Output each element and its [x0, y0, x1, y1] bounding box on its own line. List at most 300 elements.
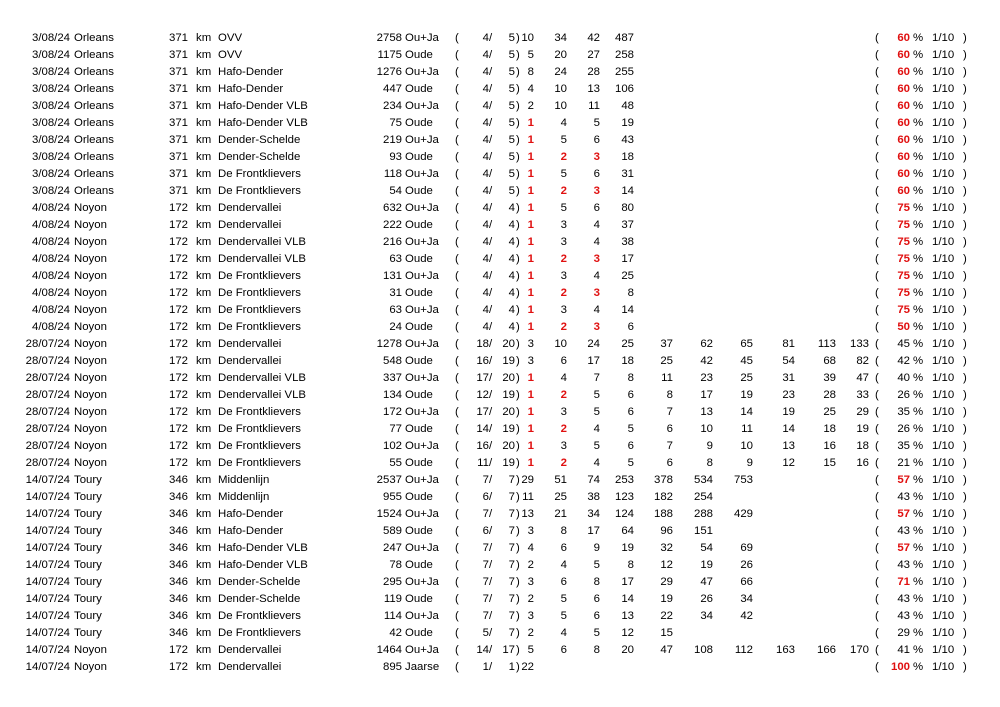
paren-close: ) [963, 185, 967, 197]
percentage-cell: 60 [897, 100, 910, 112]
percent-sign: % [913, 338, 924, 350]
date-cell: 28/07/24 [25, 355, 70, 367]
category-cell: Oude [405, 83, 433, 95]
prized-count-cell: 4 [482, 219, 489, 231]
unit-label: km [196, 491, 212, 503]
paren-close: ) [963, 406, 967, 418]
prize-rank-cell: 3 [527, 338, 534, 350]
prize-rank-cell: 2 [560, 423, 567, 435]
paren-close: ) [963, 644, 967, 656]
prize-rank-cell: 1 [527, 389, 534, 401]
prize-rank-cell: 1 [527, 440, 534, 452]
percent-sign: % [913, 287, 924, 299]
distance-cell: 172 [168, 644, 188, 656]
prize-rank-cell: 4 [593, 219, 600, 231]
date-cell: 14/07/24 [25, 491, 70, 503]
ratio-cell: 1/10 [932, 287, 955, 299]
prize-rank-cell: 5 [527, 49, 534, 61]
distance-cell: 172 [168, 423, 188, 435]
place-cell: Orleans [74, 151, 114, 163]
prize-rank-cell: 9 [706, 440, 713, 452]
table-row [0, 166, 1000, 183]
prize-rank-cell: 3 [560, 236, 567, 248]
date-cell: 4/08/24 [31, 304, 70, 316]
prized-count-cell: 7 [482, 474, 489, 486]
paren-open: ( [455, 117, 459, 129]
prize-rank-cell: 47 [856, 372, 869, 384]
prize-rank-cell: 28 [587, 66, 600, 78]
club-cell: Dendervallei [218, 355, 282, 367]
prize-rank-cell: 54 [782, 355, 795, 367]
basket-count-cell: 4 [508, 287, 515, 299]
paren-close: ) [516, 100, 520, 112]
slash-separator: / [489, 610, 493, 622]
percent-sign: % [913, 457, 924, 469]
percentage-cell: 45 [897, 338, 910, 350]
prize-rank-cell: 5 [627, 457, 634, 469]
percentage-cell: 43 [897, 559, 910, 571]
paren-open: ( [455, 270, 459, 282]
paren-open: ( [875, 100, 879, 112]
slash-separator: / [489, 474, 493, 486]
paren-close: ) [963, 304, 967, 316]
prize-rank-cell: 22 [660, 610, 673, 622]
basket-count-cell: 4 [508, 236, 515, 248]
percentage-cell: 57 [897, 508, 910, 520]
prized-count-cell: 7 [482, 576, 489, 588]
percent-sign: % [913, 270, 924, 282]
paren-open: ( [455, 576, 459, 588]
distance-cell: 371 [168, 134, 188, 146]
date-cell: 14/07/24 [25, 525, 70, 537]
basket-count-cell: 19 [502, 457, 515, 469]
slash-separator: / [489, 355, 493, 367]
paren-close: ) [516, 66, 520, 78]
prize-rank-cell: 10 [700, 423, 713, 435]
table-row [0, 455, 1000, 472]
paren-close: ) [963, 559, 967, 571]
prize-rank-cell: 4 [560, 559, 567, 571]
ratio-cell: 1/10 [932, 83, 955, 95]
prize-rank-cell: 18 [823, 423, 836, 435]
slash-separator: / [489, 491, 493, 503]
paren-close: ) [516, 219, 520, 231]
unit-label: km [196, 304, 212, 316]
prize-rank-cell: 5 [560, 610, 567, 622]
category-cell: Ou+Ja [405, 66, 439, 78]
prize-rank-cell: 11 [741, 423, 753, 435]
ratio-cell: 1/10 [932, 185, 955, 197]
prize-rank-cell: 3 [560, 406, 567, 418]
percent-sign: % [913, 168, 924, 180]
club-cell: De Frontklievers [218, 270, 301, 282]
date-cell: 14/07/24 [25, 542, 70, 554]
unit-label: km [196, 355, 212, 367]
paren-close: ) [516, 389, 520, 401]
prize-rank-cell: 51 [554, 474, 567, 486]
prized-count-cell: 4 [482, 304, 489, 316]
distance-cell: 172 [168, 202, 188, 214]
date-cell: 28/07/24 [25, 406, 70, 418]
place-cell: Toury [74, 559, 102, 571]
percentage-cell: 35 [897, 406, 910, 418]
paren-close: ) [963, 219, 967, 231]
place-cell: Noyon [74, 253, 107, 265]
category-cell: Oude [405, 253, 433, 265]
place-cell: Toury [74, 593, 102, 605]
category-cell: Jaarse [405, 661, 440, 673]
slash-separator: / [489, 202, 493, 214]
paren-open: ( [875, 151, 879, 163]
slash-separator: / [489, 661, 493, 673]
paren-open: ( [875, 66, 879, 78]
unit-label: km [196, 151, 212, 163]
unit-label: km [196, 593, 212, 605]
prize-rank-cell: 1 [527, 287, 534, 299]
prize-rank-cell: 80 [621, 202, 634, 214]
prized-count-cell: 4 [482, 66, 489, 78]
distance-cell: 346 [168, 525, 188, 537]
category-cell: Ou+Ja [405, 372, 439, 384]
date-cell: 3/08/24 [31, 32, 70, 44]
prized-count-cell: 4 [482, 134, 489, 146]
paren-close: ) [963, 287, 967, 299]
place-cell: Orleans [74, 117, 114, 129]
prize-rank-cell: 27 [587, 49, 600, 61]
prize-rank-cell: 48 [621, 100, 634, 112]
club-cell: OVV [218, 49, 243, 61]
prize-rank-cell: 19 [700, 559, 713, 571]
paren-close: ) [963, 117, 967, 129]
paren-open: ( [455, 219, 459, 231]
category-cell: Oude [405, 117, 433, 129]
prize-rank-cell: 29 [521, 474, 534, 486]
club-cell: Dender-Schelde [218, 134, 301, 146]
paren-open: ( [875, 389, 879, 401]
distance-cell: 172 [168, 321, 188, 333]
date-cell: 4/08/24 [31, 202, 70, 214]
paren-close: ) [516, 338, 520, 350]
prize-rank-cell: 25 [554, 491, 567, 503]
paren-open: ( [875, 321, 879, 333]
place-cell: Toury [74, 576, 102, 588]
paren-open: ( [455, 372, 459, 384]
count-cell: 172 [382, 406, 402, 418]
prize-rank-cell: 9 [746, 457, 753, 469]
paren-open: ( [875, 355, 879, 367]
paren-close: ) [963, 100, 967, 112]
distance-cell: 346 [168, 576, 188, 588]
prize-rank-cell: 11 [522, 491, 534, 503]
prize-rank-cell: 4 [527, 83, 534, 95]
table-row [0, 404, 1000, 421]
category-cell: Oude [405, 185, 433, 197]
category-cell: Oude [405, 593, 433, 605]
percentage-cell: 75 [897, 219, 910, 231]
prize-rank-cell: 1 [527, 202, 534, 214]
prized-count-cell: 7 [482, 508, 489, 520]
distance-cell: 371 [168, 66, 188, 78]
paren-open: ( [875, 474, 879, 486]
prize-rank-cell: 6 [593, 134, 600, 146]
place-cell: Noyon [74, 304, 107, 316]
table-row [0, 285, 1000, 302]
paren-close: ) [516, 423, 520, 435]
ratio-cell: 1/10 [932, 100, 955, 112]
prize-rank-cell: 25 [740, 372, 753, 384]
prize-rank-cell: 34 [700, 610, 713, 622]
ratio-cell: 1/10 [932, 117, 955, 129]
prize-rank-cell: 18 [621, 151, 634, 163]
prize-rank-cell: 62 [700, 338, 713, 350]
count-cell: 54 [389, 185, 402, 197]
count-cell: 93 [389, 151, 402, 163]
paren-close: ) [963, 372, 967, 384]
slash-separator: / [489, 83, 493, 95]
ratio-cell: 1/10 [932, 406, 955, 418]
unit-label: km [196, 338, 212, 350]
distance-cell: 172 [168, 236, 188, 248]
paren-open: ( [455, 185, 459, 197]
unit-label: km [196, 100, 212, 112]
prize-rank-cell: 124 [614, 508, 634, 520]
prize-rank-cell: 254 [693, 491, 713, 503]
table-row [0, 183, 1000, 200]
unit-label: km [196, 389, 212, 401]
prize-rank-cell: 753 [733, 474, 753, 486]
prized-count-cell: 12 [476, 389, 489, 401]
category-cell: Ou+Ja [405, 236, 439, 248]
slash-separator: / [489, 219, 493, 231]
percentage-cell: 35 [897, 440, 910, 452]
distance-cell: 371 [168, 117, 188, 129]
count-cell: 955 [382, 491, 402, 503]
prized-count-cell: 16 [476, 440, 489, 452]
place-cell: Orleans [74, 100, 114, 112]
paren-open: ( [875, 423, 879, 435]
club-cell: Hafo-Dender VLB [218, 559, 308, 571]
prize-rank-cell: 2 [560, 151, 567, 163]
prize-rank-cell: 6 [560, 542, 567, 554]
prize-rank-cell: 34 [587, 508, 600, 520]
prize-rank-cell: 12 [660, 559, 673, 571]
prize-rank-cell: 288 [693, 508, 713, 520]
place-cell: Noyon [74, 440, 107, 452]
place-cell: Toury [74, 525, 102, 537]
category-cell: Ou+Ja [405, 644, 439, 656]
prize-rank-cell: 5 [593, 559, 600, 571]
percentage-cell: 41 [897, 644, 910, 656]
distance-cell: 371 [168, 100, 188, 112]
paren-open: ( [455, 661, 459, 673]
date-cell: 3/08/24 [31, 185, 70, 197]
basket-count-cell: 20 [502, 338, 515, 350]
table-row [0, 64, 1000, 81]
prize-rank-cell: 151 [693, 525, 713, 537]
club-cell: Middenlijn [218, 474, 270, 486]
distance-cell: 346 [168, 491, 188, 503]
count-cell: 216 [382, 236, 402, 248]
paren-close: ) [963, 389, 967, 401]
prize-rank-cell: 17 [700, 389, 713, 401]
paren-close: ) [516, 287, 520, 299]
prize-rank-cell: 112 [734, 644, 753, 656]
distance-cell: 346 [168, 610, 188, 622]
percent-sign: % [913, 576, 924, 588]
paren-close: ) [516, 236, 520, 248]
prize-rank-cell: 1 [527, 457, 534, 469]
paren-open: ( [875, 576, 879, 588]
date-cell: 28/07/24 [25, 372, 70, 384]
paren-close: ) [963, 321, 967, 333]
paren-open: ( [455, 236, 459, 248]
club-cell: De Frontklievers [218, 168, 301, 180]
category-cell: Ou+Ja [405, 304, 439, 316]
basket-count-cell: 4 [508, 253, 515, 265]
paren-open: ( [875, 542, 879, 554]
place-cell: Noyon [74, 457, 107, 469]
unit-label: km [196, 406, 212, 418]
paren-close: ) [516, 627, 520, 639]
paren-open: ( [875, 236, 879, 248]
date-cell: 3/08/24 [31, 49, 70, 61]
prize-rank-cell: 14 [621, 185, 634, 197]
date-cell: 3/08/24 [31, 134, 70, 146]
prize-rank-cell: 6 [560, 644, 567, 656]
category-cell: Ou+Ja [405, 474, 439, 486]
prize-rank-cell: 108 [693, 644, 713, 656]
table-row [0, 200, 1000, 217]
paren-close: ) [516, 168, 520, 180]
club-cell: Dendervallei [218, 338, 282, 350]
date-cell: 3/08/24 [31, 83, 70, 95]
paren-close: ) [963, 423, 967, 435]
prize-rank-cell: 19 [660, 593, 673, 605]
paren-close: ) [963, 270, 967, 282]
count-cell: 77 [389, 423, 402, 435]
prize-rank-cell: 1 [527, 270, 534, 282]
prize-rank-cell: 6 [560, 355, 567, 367]
paren-close: ) [963, 593, 967, 605]
ratio-cell: 1/10 [932, 610, 955, 622]
category-cell: Ou+Ja [405, 168, 439, 180]
basket-count-cell: 19 [502, 389, 515, 401]
paren-open: ( [875, 440, 879, 452]
slash-separator: / [489, 559, 493, 571]
prize-rank-cell: 3 [593, 151, 600, 163]
distance-cell: 346 [168, 627, 188, 639]
category-cell: Ou+Ja [405, 440, 439, 452]
prize-rank-cell: 64 [621, 525, 634, 537]
table-row [0, 421, 1000, 438]
paren-close: ) [963, 49, 967, 61]
table-row [0, 115, 1000, 132]
count-cell: 1175 [377, 49, 402, 61]
basket-count-cell: 5 [508, 185, 515, 197]
paren-open: ( [875, 117, 879, 129]
distance-cell: 172 [168, 389, 188, 401]
count-cell: 119 [383, 593, 402, 605]
prize-rank-cell: 11 [588, 100, 600, 112]
place-cell: Noyon [74, 389, 107, 401]
paren-close: ) [516, 372, 520, 384]
unit-label: km [196, 661, 212, 673]
ratio-cell: 1/10 [932, 491, 955, 503]
percentage-cell: 50 [897, 321, 910, 333]
count-cell: 131 [382, 270, 402, 282]
date-cell: 28/07/24 [25, 440, 70, 452]
date-cell: 14/07/24 [25, 508, 70, 520]
prize-rank-cell: 8 [593, 644, 600, 656]
ratio-cell: 1/10 [932, 202, 955, 214]
prize-rank-cell: 19 [856, 423, 869, 435]
count-cell: 1278 [376, 338, 402, 350]
prize-rank-cell: 3 [593, 185, 600, 197]
prize-rank-cell: 10 [521, 32, 534, 44]
table-row [0, 234, 1000, 251]
ratio-cell: 1/10 [932, 168, 955, 180]
club-cell: Dendervallei [218, 661, 282, 673]
prize-rank-cell: 6 [666, 423, 673, 435]
prize-rank-cell: 4 [560, 372, 567, 384]
table-row [0, 523, 1000, 540]
table-row [0, 268, 1000, 285]
place-cell: Orleans [74, 49, 114, 61]
slash-separator: / [489, 287, 493, 299]
ratio-cell: 1/10 [932, 338, 955, 350]
place-cell: Toury [74, 508, 102, 520]
prize-rank-cell: 5 [593, 406, 600, 418]
percentage-cell: 75 [897, 270, 910, 282]
percentage-cell: 75 [897, 236, 910, 248]
paren-close: ) [516, 83, 520, 95]
paren-close: ) [516, 32, 520, 44]
place-cell: Orleans [74, 83, 114, 95]
basket-count-cell: 5 [508, 151, 515, 163]
paren-open: ( [455, 525, 459, 537]
percentage-cell: 40 [897, 372, 910, 384]
count-cell: 219 [382, 134, 402, 146]
prize-rank-cell: 258 [614, 49, 634, 61]
count-cell: 548 [382, 355, 402, 367]
table-row [0, 489, 1000, 506]
prize-rank-cell: 47 [660, 644, 673, 656]
basket-count-cell: 7 [508, 491, 515, 503]
basket-count-cell: 7 [508, 576, 515, 588]
slash-separator: / [489, 372, 493, 384]
category-cell: Ou+Ja [405, 134, 439, 146]
table-row [0, 81, 1000, 98]
ratio-cell: 1/10 [932, 525, 955, 537]
prize-rank-cell: 3 [560, 440, 567, 452]
count-cell: 42 [389, 627, 402, 639]
prize-rank-cell: 29 [856, 406, 869, 418]
place-cell: Noyon [74, 202, 107, 214]
slash-separator: / [489, 338, 493, 350]
category-cell: Oude [405, 389, 433, 401]
prize-rank-cell: 28 [823, 389, 836, 401]
prize-rank-cell: 19 [621, 117, 634, 129]
prize-rank-cell: 1 [527, 423, 534, 435]
ratio-cell: 1/10 [932, 66, 955, 78]
prize-rank-cell: 253 [614, 474, 634, 486]
distance-cell: 371 [168, 151, 188, 163]
club-cell: Dender-Schelde [218, 151, 301, 163]
paren-open: ( [875, 491, 879, 503]
prized-count-cell: 17 [476, 406, 489, 418]
basket-count-cell: 4 [508, 304, 515, 316]
paren-close: ) [516, 440, 520, 452]
